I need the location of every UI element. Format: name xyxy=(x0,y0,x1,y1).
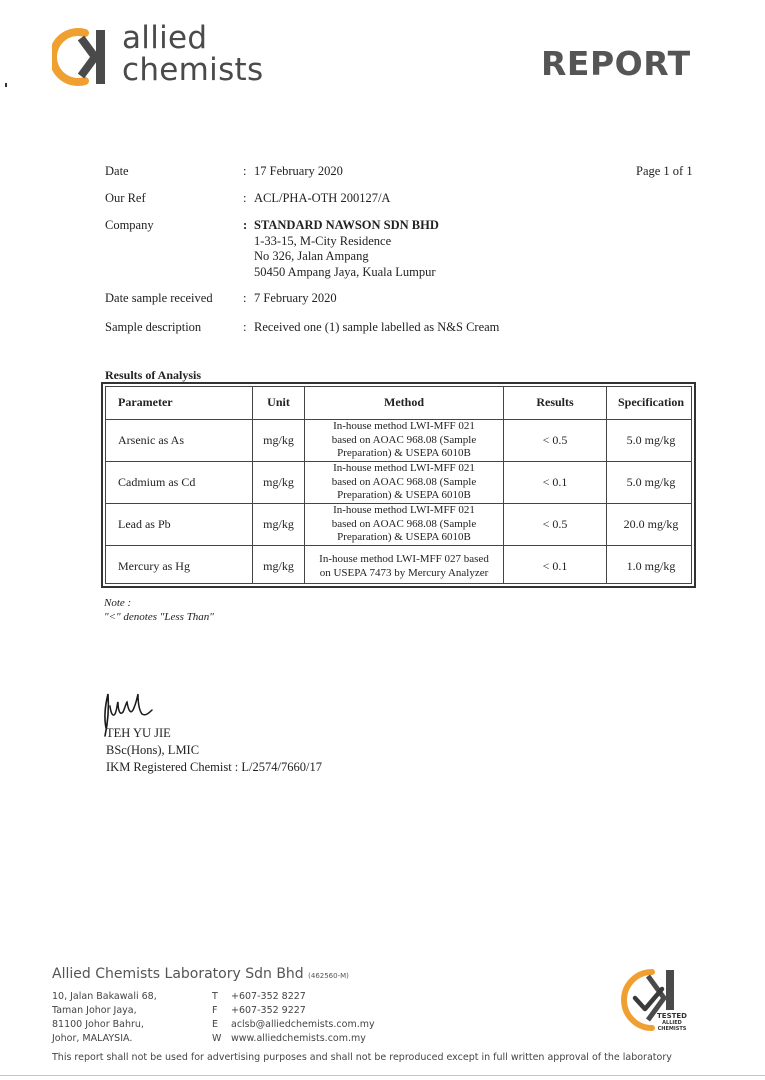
logo-wordmark xyxy=(122,22,263,86)
method-line: In-house method LWI-MFF 021 xyxy=(333,504,475,517)
method-line: In-house method LWI-MFF 027 based xyxy=(319,553,489,565)
footer-address-line: 10, Jalan Bakawali 68, xyxy=(52,991,157,1002)
badge-tested-text: TESTED xyxy=(657,1012,687,1020)
phone-key: T xyxy=(212,991,218,1002)
ref-colon: : xyxy=(243,191,247,205)
cell-method xyxy=(305,462,503,503)
header-results: Results xyxy=(536,395,574,410)
header-specification: Specification xyxy=(618,395,684,410)
received-colon: : xyxy=(243,291,247,305)
cell-specification: 5.0 mg/kg xyxy=(626,432,676,447)
signatory-registration: IKM Registered Chemist : L/2574/7660/17 xyxy=(106,760,322,774)
phone-value: +607-352 8227 xyxy=(231,991,306,1002)
footer-address-line: Johor, MALAYSIA. xyxy=(52,1033,133,1044)
footer-company xyxy=(52,966,349,982)
date-label: Date xyxy=(105,164,129,178)
cell-parameter: Lead as Pb xyxy=(118,516,171,531)
page-number: Page 1 of 1 xyxy=(636,164,693,178)
badge-chemists-text: CHEMISTS xyxy=(657,1026,687,1032)
cell-unit: mg/kg xyxy=(263,516,294,531)
logo-line-chemists: chemists xyxy=(122,52,264,88)
sample-label: Sample description xyxy=(105,320,202,334)
date-colon: : xyxy=(243,164,247,178)
sample-colon: : xyxy=(243,320,247,334)
scan-mark xyxy=(5,83,7,87)
email-key: E xyxy=(212,1019,219,1030)
method-line: based on AOAC 968.08 (Sample xyxy=(331,433,477,446)
note-label: Note : xyxy=(104,597,132,609)
cell-result: < 0.5 xyxy=(542,432,568,447)
cell-parameter: Mercury as Hg xyxy=(118,558,190,573)
company-logo xyxy=(52,20,282,94)
signatory-qualification: BSc(Hons), LMIC xyxy=(106,743,200,757)
footer-company-reg: (462560-M) xyxy=(308,972,349,980)
method-line: In-house method LWI-MFF 021 xyxy=(333,420,475,433)
report-title: REPORT xyxy=(541,44,691,83)
email-value: aclsb@alliedchemists.com.my xyxy=(231,1019,375,1030)
received-label: Date sample received xyxy=(105,291,213,305)
ref-label: Our Ref xyxy=(105,191,146,205)
fax-value: +607-352 9227 xyxy=(231,1005,306,1016)
footer-address-line: Taman Johor Jaya, xyxy=(52,1005,137,1016)
sample-value: Received one (1) sample labelled as N&S Cream xyxy=(254,320,500,334)
cell-unit: mg/kg xyxy=(263,558,294,573)
cell-method xyxy=(305,420,503,461)
date-value: 17 February 2020 xyxy=(254,164,343,178)
cell-method xyxy=(305,504,503,545)
signatory-name: TEH YU JIE xyxy=(106,726,171,740)
cell-result: < 0.5 xyxy=(542,516,568,531)
header-method: Method xyxy=(384,395,424,410)
cell-method xyxy=(305,546,503,587)
footer-company-name: Allied Chemists Laboratory Sdn Bhd xyxy=(52,966,304,982)
cell-parameter: Cadmium as Cd xyxy=(118,474,196,489)
company-label: Company xyxy=(105,218,154,232)
header-parameter: Parameter xyxy=(118,395,173,410)
cell-unit: mg/kg xyxy=(263,432,294,447)
method-line: based on AOAC 968.08 (Sample xyxy=(331,475,477,488)
allied-chemists-logo-icon xyxy=(52,26,112,88)
method-line: Preparation) & USEPA 6010B xyxy=(337,447,471,460)
cell-parameter: Arsenic as As xyxy=(118,432,184,447)
method-line: on USEPA 7473 by Mercury Analyzer xyxy=(319,566,489,579)
company-address-line: No 326, Jalan Ampang xyxy=(254,249,369,263)
footer-disclaimer: This report shall not be used for advertising purposes and shall not be reproduced except in full written approval of the laboratory xyxy=(52,1052,672,1063)
company-block xyxy=(254,218,439,280)
ref-value: ACL/PHA-OTH 200127/A xyxy=(254,191,391,205)
website-value: www.alliedchemists.com.my xyxy=(231,1033,366,1044)
fax-key: F xyxy=(212,1005,218,1016)
header-unit: Unit xyxy=(267,395,290,410)
footer-rule xyxy=(0,1075,765,1076)
badge-allied-text: ALLIED xyxy=(662,1020,682,1026)
company-address-line: 50450 Ampang Jaya, Kuala Lumpur xyxy=(254,264,436,279)
cell-specification: 20.0 mg/kg xyxy=(623,516,679,531)
results-title: Results of Analysis xyxy=(105,368,202,382)
results-table xyxy=(101,382,696,588)
cell-unit: mg/kg xyxy=(263,474,294,489)
method-line: In-house method LWI-MFF 021 xyxy=(333,462,475,475)
cell-result: < 0.1 xyxy=(542,558,568,573)
results-table-grid xyxy=(105,386,692,584)
cell-result: < 0.1 xyxy=(542,474,568,489)
logo-line-allied: allied xyxy=(122,20,208,56)
method-line: Preparation) & USEPA 6010B xyxy=(337,531,471,544)
company-address-line: 1-33-15, M-City Residence xyxy=(254,233,392,248)
cell-specification: 5.0 mg/kg xyxy=(626,474,676,489)
footer-address-line: 81100 Johor Bahru, xyxy=(52,1019,144,1030)
received-value: 7 February 2020 xyxy=(254,291,337,305)
note-text: "<" denotes "Less Than" xyxy=(104,611,214,623)
company-colon: : xyxy=(243,218,248,232)
website-key: W xyxy=(212,1033,222,1044)
tested-badge xyxy=(618,964,696,1042)
company-name: STANDARD NAWSON SDN BHD xyxy=(254,218,439,232)
method-line: based on AOAC 968.08 (Sample xyxy=(331,517,477,530)
cell-specification: 1.0 mg/kg xyxy=(626,558,676,573)
method-line: Preparation) & USEPA 6010B xyxy=(337,489,471,502)
